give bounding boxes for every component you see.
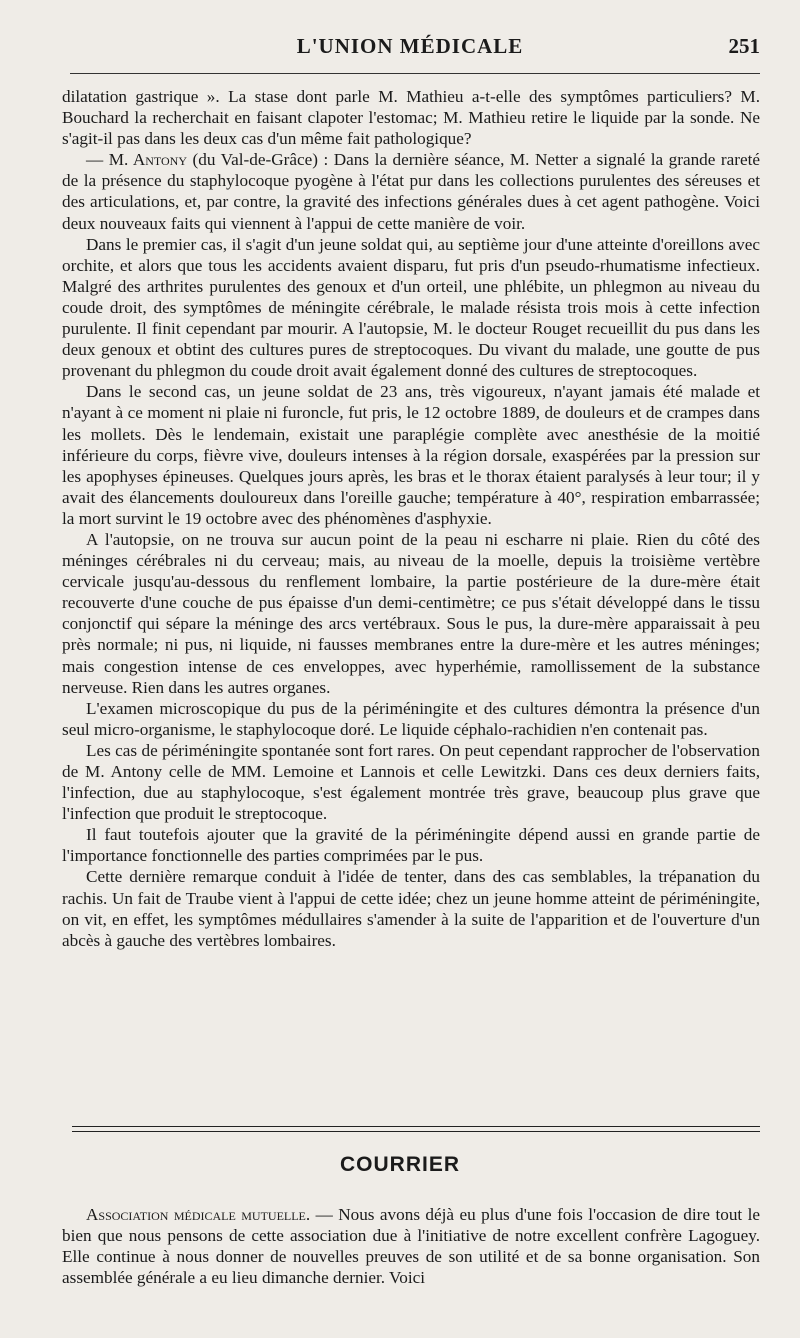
header-rule (70, 73, 760, 74)
paragraph-2 (62, 149, 760, 233)
courrier-text: — Nous avons déjà eu plus d'une fois l'occasion de dire tout le bien que nous pensons de cette association due à l'initiative de notre excellent confrère Lagoguey. Elle continue à nous donner de nouvelles preuves de son utilité et de sa bonne organisation. Son assemblée générale a eu lieu dimanche dernier. Voici (62, 1205, 760, 1287)
paragraph-5: A l'autopsie, on ne trouva sur aucun point de la peau ni escharre ni plaie. Rien du côté des méninges cérébrales ni du cerveau; mais, au niveau de la moelle, depuis la troisième vertèbre cervicale jusqu'au-dessous du renflement lombaire, la partie postérieure de la dure-mère était recouverte d'une couche de pus épaisse d'un demi-centimètre; ce pus s'était développé dans le tissu conjonctif qui sépare la méninge des arcs vertébraux. Sous le pus, la dure-mère apparaissait à peu près normale; ni pus, ni liquide, ni fausses membranes entre la dure-mère et les autres méninges; mais congestion intense de ces enveloppes, avec hyperhémie, ramollissement de la substance nerveuse. Rien dans les autres organes. (62, 529, 760, 697)
paragraph-7: Les cas de périméningite spontanée sont fort rares. On peut cependant rapprocher de l'observation de M. Antony celle de MM. Lemoine et Lannois et celle Lewitzki. Dans ces deux derniers faits, l'infection, due au staphylocoque, s'est également montrée très grave, beaucoup plus grave que l'infection que produit le streptocoque. (62, 740, 760, 824)
section-divider (72, 1126, 760, 1132)
paragraph-4: Dans le second cas, un jeune soldat de 23 ans, très vigoureux, n'ayant jamais été malade et n'ayant à ce moment ni plaie ni furoncle, fut pris, le 12 octobre 1889, de douleurs et de crampes dans les mollets. Dès le lendemain, existait une paraplégie complète avec anesthésie de la moitié inférieure du corps, fièvre vive, douleurs intenses à la région dorsale, exaspérées par la pression sur les apophyses épineuses. Quelques jours après, les bras et le thorax étaient paralysés à leur tour; il y avait des élancements douloureux dans l'oreille gauche; température à 40°, respiration embarrassée; la mort survint le 19 octobre avec des phénomènes d'asphyxie. (62, 382, 760, 528)
paragraph-2-text: (du Val-de-Grâce) : Dans la dernière séance, M. Netter a signalé la grande rareté de la présence du staphylocoque pyogène à l'état pur dans les collections purulentes des séreuses et des articulations, et, par contre, la gravité des infections générales dues à cet agent pathogène. Voici deux nouveaux faits qui viennent à l'appui de cette manière de voir. (62, 150, 760, 233)
article-body (62, 86, 760, 951)
paragraph-9: Cette dernière remarque conduit à l'idée de tenter, dans des cas semblables, la trépanation du rachis. Un fait de Traube vient à l'appui de cette idée; chez un jeune homme atteint de périméningite, on vit, en effet, les symptômes médullaires s'amender à la suite de l'apparition et de l'ouverture d'un abcès à gauche des vertèbres lombaires. (62, 867, 760, 950)
section-title: COURRIER (339, 1153, 460, 1176)
paragraph-1: dilatation gastrique ». La stase dont parle M. Mathieu a-t-elle des symptômes particuliers? M. Bouchard la recherchait en faisant clapoter l'estomac; M. Mathieu retire le liquide par la sonde. Ne s'agit-il pas dans les deux cas d'un même fait pathologique? (62, 87, 760, 149)
courrier-paragraph (62, 1204, 760, 1288)
paragraph-6: L'examen microscopique du pus de la périméningite et des cultures démontra la présence d'un seul micro-organisme, le staphylocoque doré. Le liquide céphalo-rachidien n'en contenait pas. (62, 698, 760, 739)
courrier-lead: Association médicale mutuelle. (86, 1205, 311, 1224)
paragraph-8: Il faut toutefois ajouter que la gravité de la périméningite dépend aussi en grande partie de l'importance fonctionnelle des parties comprimées par le pus. (62, 825, 760, 866)
paragraph-3: Dans le premier cas, il s'agit d'un jeune soldat qui, au septième jour d'une atteinte d'oreillons avec orchite, et alors que tous les accidents avaient disparu, fut pris d'un pseudo-rhumatisme infectieux. Malgré des arthrites purulentes des genoux et d'un orteil, une phlébite, un phlegmon au niveau du coude droit, des symptômes de méningite cérébrale, le malade résista trois mois à cette infection purulente. Il finit cependant par mourir. A l'autopsie, M. le docteur Rouget recueillit du pus dans les deux genoux et obtint des cultures pures de streptocoques. Du vivant du malade, une goutte de pus provenant du phlegmon du coude droit avait également donné des cultures de streptocoques. (62, 234, 760, 381)
running-title: L'UNION MÉDICALE (296, 34, 524, 58)
page-number: 251 (728, 34, 760, 58)
speaker-name: — M. Antony (86, 150, 188, 170)
courrier-body (62, 1204, 760, 1288)
page-header (60, 30, 760, 66)
